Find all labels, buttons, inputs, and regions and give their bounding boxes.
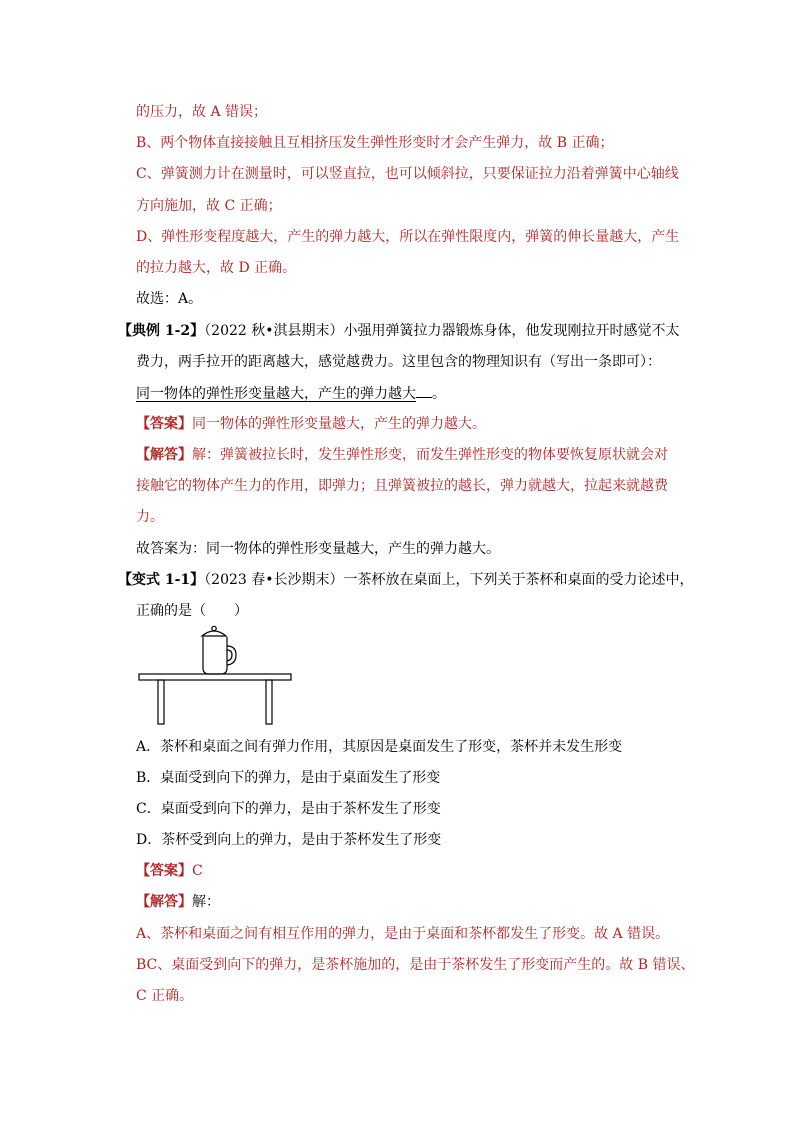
option-d: D．茶杯受到向上的弹力，是由于茶杯发生了形变: [136, 832, 442, 848]
blank-answer: 同一物体的弹性形变量越大，产生的弹力越大: [136, 386, 416, 402]
cup-lid: [202, 631, 226, 636]
cup-on-table-figure: [136, 624, 296, 728]
solution-tag: 【解答】: [136, 894, 192, 910]
solution-text: 解：: [192, 894, 220, 910]
answer-blank: [136, 383, 446, 403]
text-line: 故答案为：同一物体的弹性形变量越大，产生的弹力越大。: [136, 541, 500, 557]
solution-line: [136, 445, 668, 465]
answer-text: C: [192, 863, 203, 879]
question-text: （2022 秋•淇县期末）小强用弹簧拉力器锻炼身体，他发现刚拉开时感觉不太: [204, 323, 680, 339]
answer-line: [136, 861, 203, 881]
cup-body: [203, 637, 227, 674]
text-line: 方向施加，故 C 正确；: [136, 198, 282, 214]
answer-line: [136, 414, 486, 434]
text-line: D、弹性形变程度越大，产生的弹力越大，所以在弹性限度内，弹簧的伸长量越大，产生: [136, 229, 680, 245]
solution-text: 解：弹簧被拉长时，发生弹性形变，而发生弹性形变的物体要恢复原状就会对: [192, 447, 668, 463]
answer-tag: 【答案】: [136, 416, 192, 432]
example-1-2-question: [118, 321, 680, 341]
text-line: 正确的是（ ）: [136, 603, 248, 619]
question-text: （2023 春•长沙期末）一茶杯放在桌面上，下列关于茶杯和桌面的受力论述中，: [204, 572, 694, 588]
solution-line: [136, 892, 220, 912]
blank-end: 。: [432, 386, 446, 402]
text-line: 接触它的物体产生力的作用，即弹力；且弹簧被拉的越长，弹力就越大，拉起来就越费: [136, 478, 668, 494]
answer-tag: 【答案】: [136, 863, 192, 879]
option-c: C．桌面受到向下的弹力，是由于茶杯发生了形变: [136, 801, 441, 817]
lid-knob: [212, 626, 216, 630]
answer-text: 同一物体的弹性形变量越大，产生的弹力越大。: [192, 416, 486, 432]
tabletop: [139, 674, 291, 680]
text-line: 故选：A。: [136, 291, 203, 307]
solution-tag: 【解答】: [136, 447, 192, 463]
text-line: 费力，两手拉开的距离越大，感觉越费力。这里包含的物理知识有（写出一条即可）：: [136, 354, 661, 370]
table-leg-left: [158, 680, 164, 724]
text-line: BC、桌面受到向下的弹力，是茶杯施加的，是由于茶杯发生了形变而产生的。故 B 错误、: [136, 957, 695, 973]
text-line: B、两个物体直接接触且互相挤压发生弹性形变时才会产生弹力，故 B 正确；: [136, 135, 614, 151]
table-leg-right: [266, 680, 272, 724]
example-tag: 【典例 1-2】: [118, 323, 205, 339]
text-line: C 正确。: [136, 988, 194, 1004]
text-line: 力。: [136, 509, 164, 525]
text-line: A、茶杯和桌面之间有相互作用的弹力，是由于桌面和茶杯都发生了形变。故 A 错误。: [136, 926, 670, 942]
variant-tag: 【变式 1-1】: [118, 572, 205, 588]
text-line: 的压力，故 A 错误；: [136, 104, 268, 120]
option-b: B．桌面受到向下的弹力，是由于桌面发生了形变: [136, 770, 441, 786]
variant-1-1-question: [118, 570, 694, 590]
text-line: 的拉力越大，故 D 正确。: [136, 260, 297, 276]
option-a: A．茶杯和桌面之间有弹力作用，其原因是桌面发生了形变，茶杯并未发生形变: [136, 739, 623, 755]
text-line: C、弹簧测力计在测量时，可以竖直拉，也可以倾斜拉，只要保证拉力沿着弹簧中心轴线: [136, 166, 679, 182]
